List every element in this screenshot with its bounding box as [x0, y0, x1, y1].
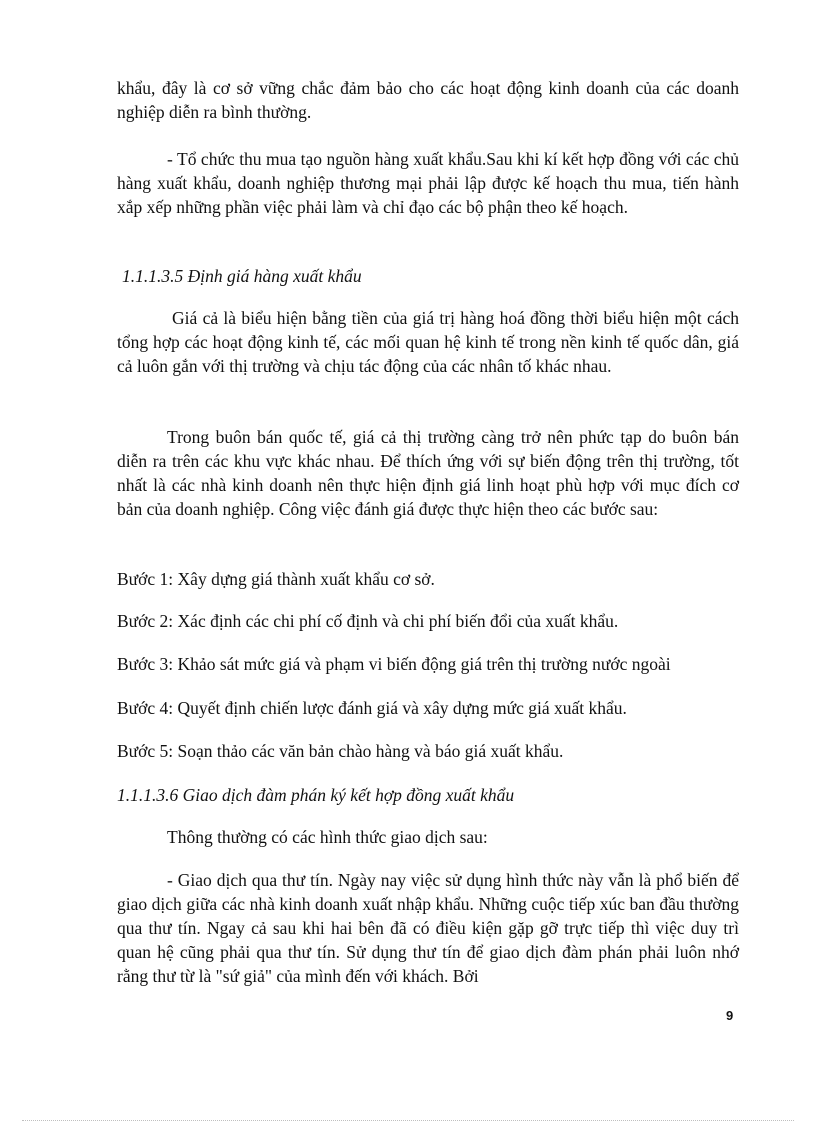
page-bottom-divider [22, 1120, 794, 1121]
section-heading-pricing: 1.1.1.3.5 Định giá hàng xuất khẩu [122, 266, 362, 286]
paragraph-international-pricing: Trong buôn bán quốc tế, giá cả thị trường càng trở nên phức tạp do buôn bán diễn ra trên các khu vực khác nhau. Để thích ứng với sự biến động trên thị trường, tốt nhất là các nhà kinh doanh nên thực hiện định giá linh hoạt phù hợp với mục đích cơ bản của doanh nghiệp. Công việc đánh giá được thực hiện theo các bước sau: [117, 427, 739, 519]
pricing-step-3: Bước 3: Khảo sát mức giá và phạm vi biến động giá trên thị trường nước ngoài [117, 654, 671, 674]
paragraph-transaction-forms: Thông thường có các hình thức giao dịch sau: [167, 827, 488, 847]
pricing-step-2: Bước 2: Xác định các chi phí cố định và chi phí biến đổi của xuất khẩu. [117, 611, 619, 631]
pricing-step-5: Bước 5: Soạn thảo các văn bản chào hàng và báo giá xuất khẩu. [117, 741, 564, 761]
paragraph-price-definition: Giá cả là biểu hiện bằng tiền của giá trị hàng hoá đồng thời biểu hiện một cách tổng hợp các hoạt động kinh tế, các mối quan hệ kinh tế trong nền kinh tế quốc dân, giá cả luôn gắn với thị trường và chịu tác động của các nhân tố khác nhau. [117, 308, 739, 376]
paragraph-purchasing: - Tổ chức thu mua tạo nguồn hàng xuất khẩu.Sau khi kí kết hợp đồng với các chủ hàng xuất khẩu, doanh nghiệp thương mại phải lập được kế hoạch thu mua, tiến hành xắp xếp những phần việc phải làm và chỉ đạo các bộ phận theo kế hoạch. [117, 149, 739, 217]
pricing-step-4: Bước 4: Quyết định chiến lược đánh giá và xây dựng mức giá xuất khẩu. [117, 698, 627, 718]
page-number: 9 [726, 1008, 734, 1023]
paragraph-intro-continuation: khẩu, đây là cơ sở vững chắc đảm bảo cho các hoạt động kinh doanh của các doanh nghiệp diễn ra bình thường. [117, 78, 739, 122]
pricing-step-1: Bước 1: Xây dựng giá thành xuất khẩu cơ sở. [117, 569, 435, 589]
paragraph-mail-transaction: - Giao dịch qua thư tín. Ngày nay việc sử dụng hình thức này vẫn là phổ biến để giao dịch giữa các nhà kinh doanh xuất nhập khẩu. Những cuộc tiếp xúc ban đầu thường qua thư tín. Ngay cả sau khi hai bên đã có điều kiện gặp gỡ trực tiếp thì việc duy trì quan hệ cũng phải qua thư tín. Sử dụng thư tín để giao dịch đàm phán phải luôn nhớ rằng thư từ là "sứ giả" của mình đến với khách. Bởi [117, 870, 739, 986]
section-heading-negotiation: 1.1.1.3.6 Giao dịch đàm phán ký kết hợp đồng xuất khẩu [117, 785, 515, 805]
